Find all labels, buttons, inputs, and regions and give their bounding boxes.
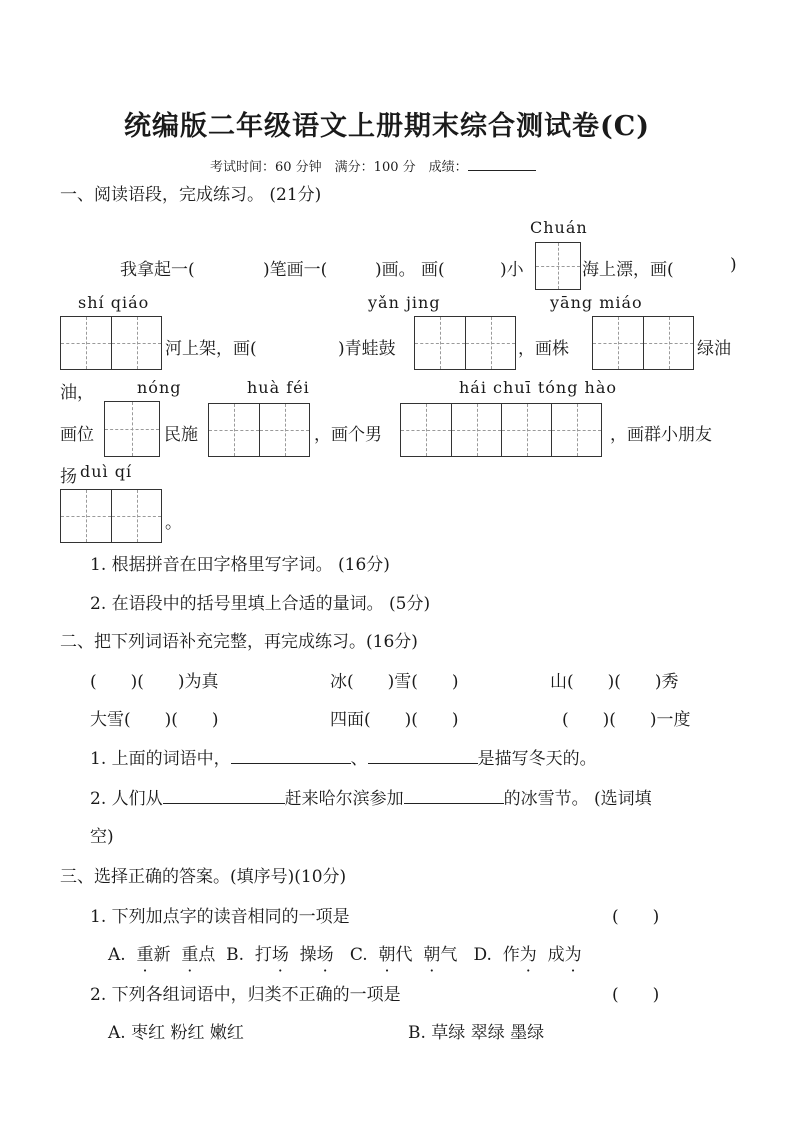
answer-paren-1[interactable]: ( ) bbox=[612, 907, 660, 927]
option-word: 重新 bbox=[136, 945, 171, 965]
writing-grid-nong[interactable] bbox=[104, 401, 160, 457]
dotted-char: 重 bbox=[136, 945, 154, 965]
idiom-1: ( )( )为真 bbox=[90, 672, 219, 692]
option-word: 重点 bbox=[181, 945, 216, 965]
writing-grid-shiqiao[interactable] bbox=[60, 316, 162, 370]
option-word: 朝气 bbox=[423, 945, 458, 965]
para-line2-c: ，画株 bbox=[518, 339, 569, 359]
option-b-label: B. bbox=[226, 945, 245, 965]
dotted-char: 重 bbox=[181, 945, 199, 965]
grid-cell[interactable] bbox=[111, 490, 161, 542]
grid-cell[interactable] bbox=[551, 404, 601, 456]
option-word: 朝代 bbox=[378, 945, 413, 965]
grid-cell[interactable] bbox=[415, 317, 465, 369]
dotted-char: 为 bbox=[564, 945, 582, 965]
grid-cell[interactable] bbox=[501, 404, 551, 456]
para-line2-b: )青蛙鼓 bbox=[338, 339, 396, 359]
pinyin-shiqiao: shí qiáo bbox=[78, 293, 150, 312]
option-word: 成为 bbox=[547, 945, 582, 965]
dotted-char: 为 bbox=[519, 945, 537, 965]
grid-cell[interactable] bbox=[643, 317, 693, 369]
grid-cell[interactable] bbox=[593, 317, 643, 369]
grid-cell[interactable] bbox=[61, 490, 111, 542]
para-line4-c: ，画个男 bbox=[314, 425, 382, 445]
section2-heading: 二、把下列词语补充完整，再完成练习。(16分) bbox=[60, 632, 418, 652]
idiom-2: 冰( )雪( ) bbox=[330, 672, 459, 692]
para-line1-c: )画。 画( bbox=[375, 260, 445, 280]
pinyin-yangmiao: yāng miáo bbox=[550, 293, 643, 312]
pinyin-haichuitonghao: hái chuī tóng hào bbox=[459, 378, 617, 397]
option-word: 作为 bbox=[502, 945, 537, 965]
score-blank[interactable] bbox=[468, 156, 536, 171]
para-line1-b: )笔画一( bbox=[263, 260, 328, 280]
section3-q2-option-b: B. 草绿 翠绿 墨绿 bbox=[408, 1023, 545, 1043]
option-word: 操场 bbox=[299, 945, 334, 965]
section1-question1: 1. 根据拼音在田字格里写字词。 (16分) bbox=[90, 555, 390, 575]
grid-cell[interactable] bbox=[451, 404, 501, 456]
grid-cell[interactable] bbox=[209, 404, 259, 456]
grid-cell[interactable] bbox=[536, 243, 580, 289]
q2-text-b: 赶来哈尔滨参加 bbox=[284, 789, 404, 809]
writing-grid-chuan[interactable] bbox=[535, 242, 581, 290]
writing-grid-haichuitonghao[interactable] bbox=[400, 403, 602, 457]
idiom-6: ( )( )一度 bbox=[562, 710, 691, 730]
page-title: 统编版二年级语文上册期末综合测试卷(C) bbox=[124, 111, 651, 142]
para-line1-e: 海上漂，画( bbox=[582, 260, 674, 280]
para-line3-a: 油， bbox=[60, 383, 94, 403]
answer-paren-2[interactable]: ( ) bbox=[612, 985, 660, 1005]
pinyin-nong: nóng bbox=[137, 378, 182, 397]
para-line2-d: 绿油 bbox=[697, 339, 731, 359]
para-line4-d: ，画群小朋友 bbox=[610, 425, 712, 445]
option-c-label: C. bbox=[349, 945, 368, 965]
dotted-char: 朝 bbox=[378, 945, 396, 965]
para-line4-b: 民施 bbox=[164, 425, 198, 445]
grid-cell[interactable] bbox=[465, 317, 515, 369]
grid-cell[interactable] bbox=[105, 402, 159, 456]
para-line1-a: 我拿起一( bbox=[120, 260, 195, 280]
writing-grid-duiqi[interactable] bbox=[60, 489, 162, 543]
writing-grid-huafei[interactable] bbox=[208, 403, 310, 457]
option-word: 打场 bbox=[254, 945, 289, 965]
writing-grid-yangmiao[interactable] bbox=[592, 316, 694, 370]
dotted-char: 场 bbox=[271, 945, 289, 965]
dotted-char: 场 bbox=[316, 945, 334, 965]
option-a-label: A. bbox=[108, 945, 126, 965]
para-line2-a: 河上架，画( bbox=[165, 339, 257, 359]
exam-info-text: 考试时间：60 分钟 满分：100 分 成绩： bbox=[210, 160, 468, 175]
answer-blank[interactable] bbox=[368, 745, 478, 764]
para-line5-a: 扬 bbox=[60, 467, 77, 487]
section2-question2-cont: 空) bbox=[90, 827, 114, 847]
section3-q2-option-a: A. 枣红 粉红 嫩红 bbox=[108, 1023, 244, 1043]
pinyin-yanjing: yǎn jing bbox=[368, 293, 441, 312]
pinyin-huafei: huà féi bbox=[247, 378, 310, 397]
pinyin-chuan: Chuán bbox=[530, 218, 588, 237]
option-d-label: D. bbox=[473, 945, 492, 965]
q2-text-a: 2. 人们从 bbox=[90, 789, 163, 809]
para-line4-a: 画位 bbox=[60, 425, 94, 445]
section3-question2: 2. 下列各组词语中，归类不正确的一项是 bbox=[90, 985, 401, 1005]
exam-info bbox=[210, 156, 536, 175]
q1-text-c: 是描写冬天的。 bbox=[477, 749, 597, 769]
section1-question2: 2. 在语段中的括号里填上合适的量词。 (5分) bbox=[90, 594, 431, 614]
para-line6-end: 。 bbox=[165, 513, 182, 533]
q1-text-b: 、 bbox=[350, 749, 368, 769]
idiom-4: 大雪( )( ) bbox=[90, 710, 219, 730]
grid-cell[interactable] bbox=[259, 404, 309, 456]
grid-cell[interactable] bbox=[111, 317, 161, 369]
dotted-char: 朝 bbox=[423, 945, 441, 965]
pinyin-duiqi: duì qí bbox=[80, 462, 133, 481]
section3-heading: 三、选择正确的答案。(填序号)(10分) bbox=[60, 867, 347, 887]
answer-blank[interactable] bbox=[404, 785, 504, 804]
section2-question2 bbox=[90, 784, 652, 809]
writing-grid-yanjing[interactable] bbox=[414, 316, 516, 370]
answer-blank[interactable] bbox=[231, 745, 351, 764]
para-line1-d: )小 bbox=[500, 260, 524, 280]
section2-question1 bbox=[90, 744, 597, 769]
grid-cell[interactable] bbox=[401, 404, 451, 456]
section3-q1-options bbox=[108, 940, 582, 965]
idiom-3: 山( )( )秀 bbox=[550, 672, 679, 692]
q2-text-c: 的冰雪节。 (选词填 bbox=[503, 789, 652, 809]
idiom-5: 四面( )( ) bbox=[330, 710, 459, 730]
section1-heading: 一、阅读语段，完成练习。 (21分) bbox=[60, 185, 322, 205]
para-line1-f: ) bbox=[730, 255, 737, 275]
answer-blank[interactable] bbox=[163, 785, 285, 804]
grid-cell[interactable] bbox=[61, 317, 111, 369]
section3-question1: 1. 下列加点字的读音相同的一项是 bbox=[90, 907, 350, 927]
q1-text-a: 1. 上面的词语中， bbox=[90, 749, 231, 769]
